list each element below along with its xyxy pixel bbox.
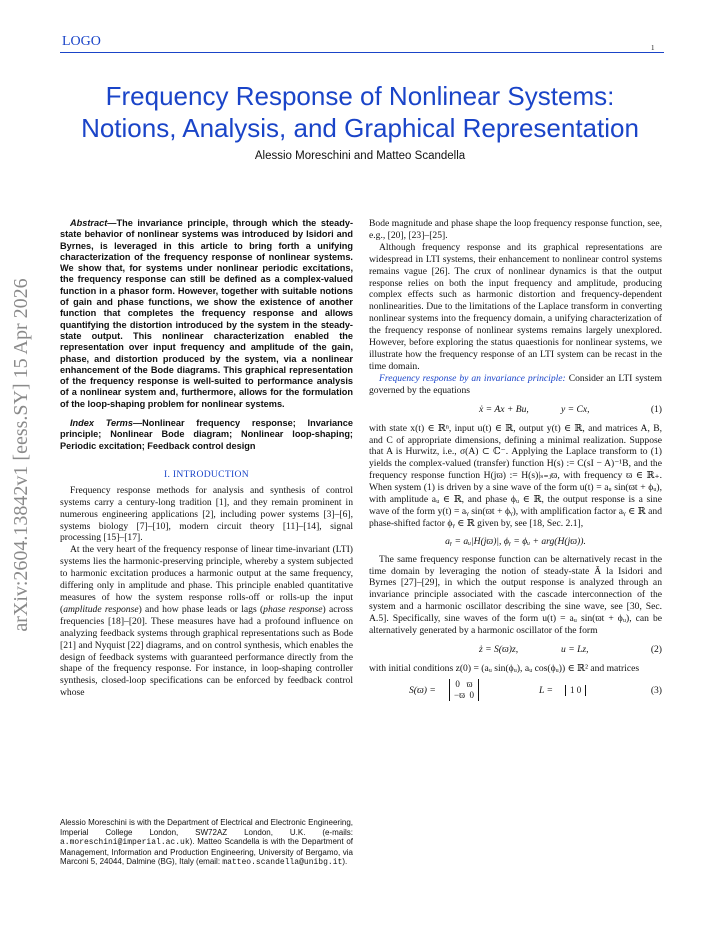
index-terms: Index Terms—Nonlinear frequency response; Invariance principle; Nonlinear Bode diagram; Nonlinear loop-shaping; Periodic excitation; Feedback control design [60,418,353,451]
section-heading-introduction: I. INTRODUCTION [164,468,249,480]
abstract-label: Abstract [70,218,108,228]
authors: Alessio Moreschini and Matteo Scandella [254,150,466,162]
equation-1: ẋ = Ax + Bu, y = Cx, (1) [479,403,662,415]
index-terms-text: Nonlinear frequency response; Invariance principle; Nonlinear Bode diagram; Nonlinear loop-shaping; Periodic excitation; Feedback control design [60,418,353,451]
matrix-L: 1 0 [565,685,586,696]
header-rule [60,52,664,53]
logo: LOGO [62,34,101,49]
abstract-text: The invariance principle, through which the steady-state behavior of nonlinear systems was introduced by Isidori and Byrnes, is leveraged in this article to bring forth a unifying characterization of the frequency response of nonlinear systems. We show that, for systems under nonlinear periodic excitations, the frequency response can still be defined as a complex-valued function in a phasor form. However, together with suitable notions of gain and phase functions, we show the existence of another function that completes the frequency response and allows quantifying the distortion introduced by the system in the steady-state output. This nonlinear characterization enabled the representation over input frequency and amplitude of the gain, phase, and distortion produced by the system, via a nonlinear enhancement of the Bode diagrams. This graphical representation of the frequency response is well-suited to performance analysis of a nonlinear system and, furthermore, allows for the formulation of the loop-shaping problem for nonlinear systems. [60,218,353,409]
left-column [60,218,353,699]
abstract: Abstract—The invariance principle, through which the steady-state behavior of nonlinear systems was introduced by Isidori and Byrnes, is leveraged in this article to bring forth a unifying characterization of the frequency response of nonlinear systems. We show that, for systems under nonlinear periodic excitations, the frequency response can still be defined as a complex-valued function in a phasor form. However, together with suitable notions of gain and phase functions, we show the existence of another function that completes the frequency response and allows quantifying the distortion introduced by the system in the steady-state output. This nonlinear characterization enabled the representation over input frequency and amplitude of the gain, phase, and distortion produced by the system, via a nonlinear enhancement of the Bode diagrams. This graphical representation of the frequency response is well-suited to performance analysis of a nonlinear system and, furthermore, allows for the formulation of the loop-shaping problem for nonlinear systems. [60,218,353,409]
paragraph-heading: Frequency response by an invariance principle: [379,372,566,384]
equation-3: S(ϖ) = 0 ϖ −ϖ 0 L = 1 0 (3) [409,678,662,700]
matrix-S: 0 ϖ −ϖ 0 [449,679,479,701]
intro-paragraph-1: Frequency response methods for analysis and synthesis of control systems carry a century-long tradition [1], and they remain prominent in numerous engineering applications [2], including power systems [3]–[6], systems biology [7]–[10], modern circuit theory [11]–[14], signal processing [15]–[17]. [60,484,353,544]
email-link-1[interactable]: a.moreschini@imperial.ac.uk [60,838,190,848]
right-paragraph-3: Frequency response by an invariance principle: Consider an LTI system governed by the equations [369,372,662,396]
right-paragraph-4: with state x(t) ∈ ℝⁿ, input u(t) ∈ ℝ, output y(t) ∈ ℝ, and matrices A, B, and C of appropriate dimensions, defining a minimal realization. Suppose that A is Hurwitz, i.e., σ(A) ⊂ ℂ⁻. Applying the Laplace transform to (1) yields the complex-valued (transfer) function H(s) := C(sI − A)⁻¹B, and the frequency response function H(jϖ) := H(s)|ₛ₌ⱼϖ, with frequency ϖ ∈ ℝ₊. When system (1) is driven by a sine wave of the form u(t) = aᵤ sin(ϖt + ϕᵤ), with amplitude aᵤ ∈ ℝ, and phase ϕᵤ ∈ ℝ, the output response is a sine wave of the form y(t) = aᵧ sin(ϖt + ϕᵧ), with amplification factor aᵧ ∈ ℝ and phase-shifted factor ϕᵧ ∈ ℝ given by, see [18, Sec. 2.1], [369,422,662,529]
right-paragraph-2: Although frequency response and its graphical representations are widespread in LTI systems, their enhancement to nonlinear control systems remains vague [26]. The crux of nonlinear dynamics is that the output response relies on both the input frequency and amplitude, producing complex effects such as harmonic distortion and frequency-dependent nonlinearities. Due to the limitations of the Laplace transform in converting nonlinear systems into the frequency domain, a unifying characterization of the frequency response of nonlinear systems remains largely unexplored. However, before exploring the status quaestionis for nonlinear systems, we illustrate how the frequency response of an LTI system can be recast in the time domain. [369,241,662,372]
title-line-2: Notions, Analysis, and Graphical Representation [81,113,639,143]
paper-title [40,80,680,144]
equation-gain-phase: aᵧ = aᵤ|H(jϖ)|, ϕᵧ = ϕᵤ + arg(H(jϖ)). [445,535,586,547]
email-link-2[interactable]: matteo.scandella@unibg.it [222,858,343,868]
right-column [369,218,662,709]
equation-2: ż = S(ϖ)z, u = Lz, (2) [479,644,662,655]
right-paragraph-1: Bode magnitude and phase shape the loop frequency response function, see, e.g., [20], [23]–[25]. [369,218,662,241]
intro-paragraph-2: At the very heart of the frequency response of linear time-invariant (LTI) systems lies the harmonic-preserving principle, whereby a system subjected to harmonic excitation produces a harmonic output at the same frequency, differing only in amplitude and phase. This principle enabled quantitative measures of how the system response rolls-off or rolls-up the input (amplitude response) and how phase leads or lags (phase response) across frequencies [18]–[20]. These measures have had a profound influence on analyzing feedback systems through graphical representations such as Bode [21] and Nyquist [22] diagrams, and on control synthesis, which enables the design of feedback systems with guaranteed performance directly from the shape of the frequency response. For instance, in loop-shaping controller synthesis, closed-loop specifications can be enforced by feedback control whose [60,544,353,699]
right-paragraph-5: The same frequency response function can be alternatively recast in the time domain by leveraging the notion of steady-state Ã la Isidori and Byrnes [27]–[29], in which the output response is analyzed through an invariance principle associated with the cascade interconnection of the system and a harmonic oscillator describing the sine wave, see [30, Sec. A.5]. Specifically, sine waves of the form u(t) = aᵤ sin(ϖt + ϕᵤ), can be alternatively generated by a harmonic oscillator of the form [369,553,662,637]
right-paragraph-6: with initial conditions z(0) = (aᵤ sin(ϕᵤ), aᵤ cos(ϕᵤ)) ∈ ℝ² and matrices [369,663,640,674]
footnote: Alessio Moreschini is with the Department of Electrical and Electronic Engineering, Imperial College London, SW72AZ London, U.K. (e-mails: a.moreschini@imperial.ac.uk). Matteo Scandella is with the Department of Management, Information and Production Engineering, University of Bergamo, via Marconi 5, 24044, Dalmine (BG), Italy (email: matteo.scandella@unibg.it). [60,818,353,868]
page-number: 1 [651,44,655,52]
title-line-1: Frequency Response of Nonlinear Systems: [105,81,615,111]
index-terms-label: Index Terms [70,418,133,429]
arxiv-stamp: arXiv:2604.13842v1 [eess.SY] 15 Apr 2026 [10,278,32,632]
